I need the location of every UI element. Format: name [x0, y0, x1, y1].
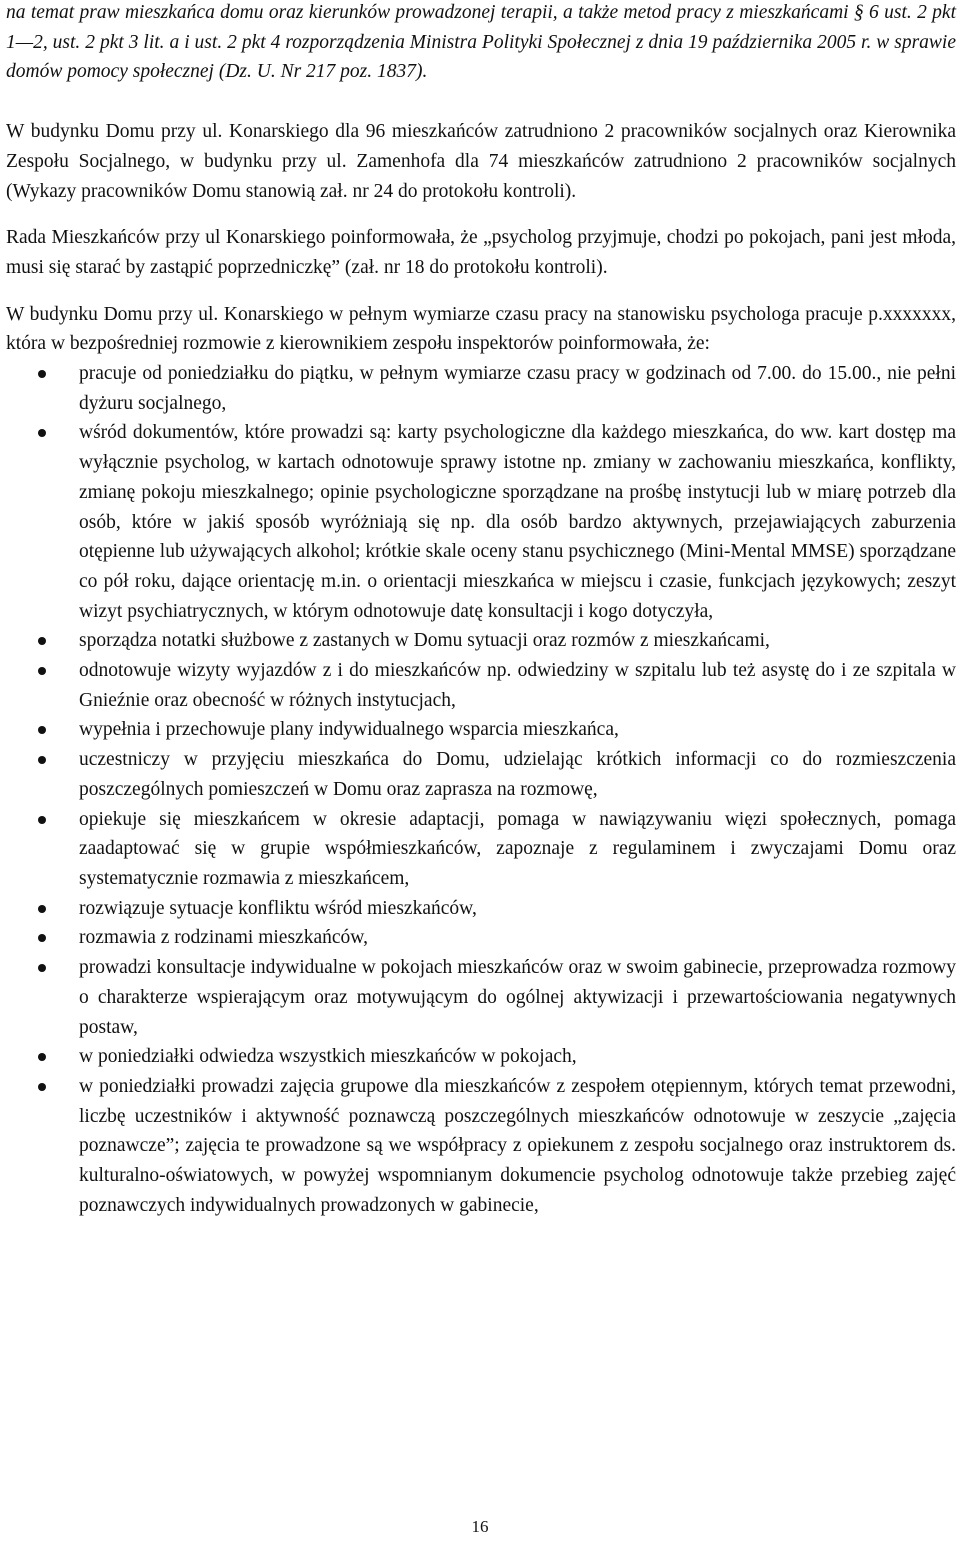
list-item	[6, 953, 956, 1042]
list-item	[6, 418, 956, 626]
psychologist-duties-list	[6, 359, 956, 1220]
list-item	[6, 805, 956, 894]
list-item-text: wypełnia i przechowuje plany indywidualnego wsparcia mieszkańca,	[79, 719, 619, 741]
list-item-text: rozwiązuje sytuacje konfliktu wśród mieszkańców,	[79, 897, 477, 919]
list-item	[6, 359, 956, 418]
list-item-text: w poniedziałki prowadzi zajęcia grupowe dla mieszkańców z zespołem otępiennym, których temat przewodni, liczbę uczestników i aktywność poznawczą poszczególnych mieszkańców odnotowuje w zeszycie „zajęcia poznawcze”; zajęcia te prowadzone są we współpracy z opiekunem z zespołu socjalnego oraz instruktorem ds. kulturalno-oświatowych, w powyżej wspomnianym dokumencie psycholog odnotowuje także przebieg zajęć poznawczych indywidualnych prowadzonych w gabinecie,	[79, 1075, 956, 1216]
bullet-icon	[38, 934, 46, 942]
list-item-text: uczestniczy w przyjęciu mieszkańca do Domu, udzielając krótkich informacji co do rozmieszczenia poszczególnych pomieszczeń w Domu oraz zaprasza na rozmowę,	[79, 749, 956, 800]
list-item	[6, 1042, 956, 1072]
bullet-icon	[38, 667, 46, 675]
list-item	[6, 923, 956, 953]
bullet-icon	[38, 637, 46, 645]
intro-paragraph: na temat praw mieszkańca domu oraz kierunków prowadzonej terapii, a także metod pracy z mieszkańcami § 6 ust. 2 pkt 1—2, ust. 2 pkt 3 lit. a i ust. 2 pkt 4 rozporządzenia Ministra Polityki Społecznej z dnia 19 października 2005 r. w sprawie domów pomocy społecznej (Dz. U. Nr 217 poz. 1837).	[6, 2, 956, 83]
bullet-icon	[38, 1083, 46, 1091]
list-item-text: odnotowuje wizyty wyjazdów z i do mieszkańców np. odwiedziny w szpitalu lub też asystę do i ze szpitala w Gnieźnie oraz obecność w różnych instytucjach,	[79, 660, 956, 711]
list-item-text: opiekuje się mieszkańcem w okresie adaptacji, pomaga w nawiązywaniu więzi społecznych, pomaga zaadaptować się w grupie współmieszkańców, zapoznaje z regulaminem i zwyczajami Domu oraz systematycznie rozmawia z mieszkańcem,	[79, 808, 956, 889]
bullet-icon	[38, 429, 46, 437]
bullet-icon	[38, 726, 46, 734]
list-item-text: wśród dokumentów, które prowadzi są: karty psychologiczne dla każdego mieszkańca, do ww. kart dostęp ma wyłącznie psycholog, w kartach odnotowuje sprawy istotne np. zmiany w zachowaniu mieszkańca, konflikty, zmianę pokoju mieszkalnego; opinie psychologiczne sporządzane na prośbę instytucji lub w miarę potrzeb dla osób, które w jakiś sposób wyróżniają się np. dla osób bardzo aktywnych, przejawiających zaburzenia otępienne lub używających alkohol; krótkie skale oceny stanu psychicznego (Mini-Mental MMSE) sporządzane co pół roku, dające orientację m.in. o orientacji mieszkańca w miejscu i czasie, funkcjach językowych; zeszyt wizyt psychiatrycznych, w którym odnotowuje datę konsultacji i kogo dotyczyła,	[79, 422, 956, 622]
list-item-text: rozmawia z rodzinami mieszkańców,	[79, 927, 368, 949]
list-item-text: pracuje od poniedziałku do piątku, w pełnym wymiarze czasu pracy w godzinach od 7.00. do 15.00., nie pełni dyżuru socjalnego,	[79, 363, 956, 414]
bullet-icon	[38, 905, 46, 913]
bullet-icon	[38, 756, 46, 764]
list-item	[6, 1072, 956, 1221]
list-item	[6, 626, 956, 656]
list-item-text: prowadzi konsultacje indywidualne w pokojach mieszkańców oraz w swoim gabinecie, przeprowadza rozmowy o charakterze wspierającym oraz motywującym do ogólnej aktywizacji i przewartościowania negatywnych postaw,	[79, 957, 956, 1038]
list-item	[6, 894, 956, 924]
list-item	[6, 656, 956, 715]
list-item-text: w poniedziałki odwiedza wszystkich mieszkańców w pokojach,	[79, 1046, 577, 1068]
document-page	[6, 0, 956, 1220]
list-item	[6, 745, 956, 804]
paragraph-staff-social-workers: W budynku Domu przy ul. Konarskiego dla 96 mieszkańców zatrudniono 2 pracowników socjalnych oraz Kierownika Zespołu Socjalnego, w budynku przy ul. Zamenhofa dla 74 mieszkańców zatrudniono 2 pracowników socjalnych (Wykazy pracowników Domu stanowią zał. nr 24 do protokołu kontroli).	[6, 121, 956, 202]
paragraph-residents-council: Rada Mieszkańców przy ul Konarskiego poinformowała, że „psycholog przyjmuje, chodzi po pokojach, pani jest młoda, musi się starać by zastąpić poprzedniczkę” (zał. nr 18 do protokołu kontroli).	[6, 227, 956, 278]
bullet-icon	[38, 1053, 46, 1061]
bullet-icon	[38, 370, 46, 378]
list-item-text: sporządza notatki służbowe z zastanych w Domu sytuacji oraz rozmów z mieszkańcami,	[79, 630, 770, 652]
list-item	[6, 715, 956, 745]
bullet-icon	[38, 964, 46, 972]
page-number: 16	[471, 1517, 489, 1536]
paragraph-psychologist: W budynku Domu przy ul. Konarskiego w pełnym wymiarze czasu pracy na stanowisku psychologa pracuje p.xxxxxxx, która w bezpośredniej rozmowie z kierownikiem zespołu inspektorów poinformowała, że:	[6, 303, 956, 355]
bullet-icon	[38, 816, 46, 824]
